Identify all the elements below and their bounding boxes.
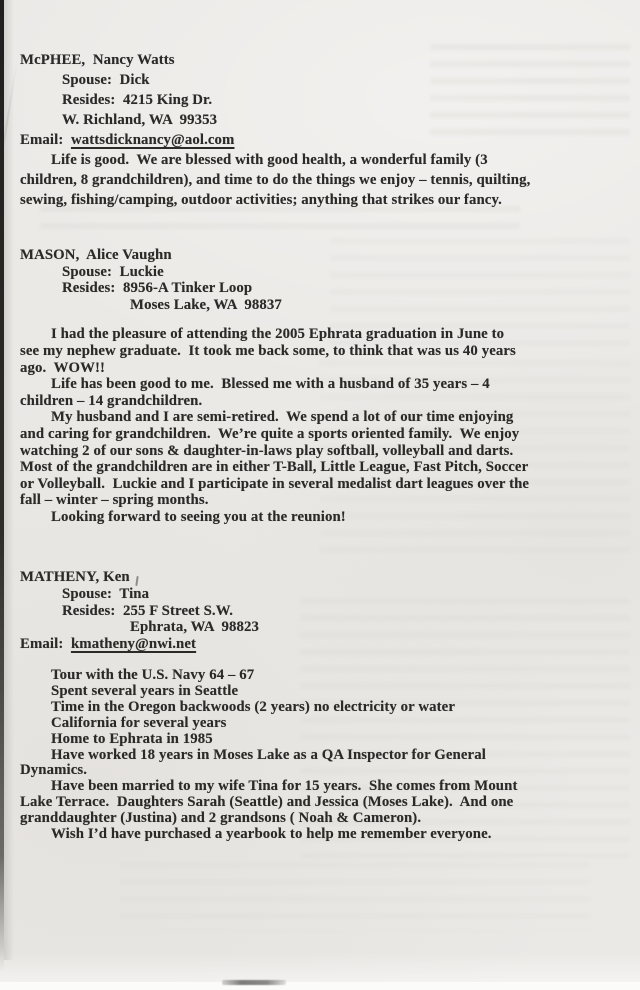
text-line: Have been married to my wife Tina for 15 years. She comes from Mount xyxy=(51,778,518,795)
email-label: Email: xyxy=(20,636,71,653)
text-line: or Volleyball. Luckie and I participate in several medalist dart leagues over the xyxy=(20,475,530,492)
text-line: sewing, fishing/camping, outdoor activities; anything that strikes our fancy. xyxy=(20,192,502,208)
text-line: Have worked 18 years in Moses Lake as a QA Inspector for General xyxy=(51,746,486,763)
text-line: Most of the grandchildren are in either T-Ball, Little League, Fast Pitch, Soccer xyxy=(20,459,529,476)
text-line: California for several years xyxy=(51,714,227,731)
spouse-line: Spouse: Tina xyxy=(62,585,150,602)
email-address: wattsdicknancy@aol.com xyxy=(70,132,235,148)
entry-bio-text xyxy=(20,326,632,525)
text-line: ago. WOW!! xyxy=(20,359,106,376)
entry-name: MASON, Alice Vaughn xyxy=(20,247,172,263)
text-line: Wish I’d have purchased a yearbook to help me remember everyone. xyxy=(51,826,492,843)
email-line xyxy=(20,636,632,653)
scan-bottom-strip xyxy=(0,982,640,990)
entry-mason xyxy=(20,247,632,526)
spouse-line: Spouse: Luckie xyxy=(62,263,164,280)
text-line: Tour with the U.S. Navy 64 – 67 xyxy=(51,666,255,683)
email-address: kmatheny@nwi.net xyxy=(70,636,197,653)
entry-bio-text xyxy=(20,668,632,843)
email-line xyxy=(20,130,632,150)
text-line: and caring for grandchildren. We’re quite a sports oriented family. We enjoy xyxy=(20,425,520,442)
address-line: Moses Lake, WA 98837 xyxy=(130,296,282,313)
text-line: watching 2 of our sons & daughter-in-laws play softball, volleyball and darts. xyxy=(20,442,514,459)
text-line: Life has been good to me. Blessed me with a husband of 35 years – 4 xyxy=(51,376,490,393)
text-line: children, 8 grandchildren), and time to do the things we enjoy – tennis, quilting, xyxy=(20,172,531,188)
resides-line: Resides: 8956-A Tinker Loop xyxy=(62,280,253,297)
scan-bottom-fade xyxy=(0,952,640,982)
text-line: Spent several years in Seattle xyxy=(51,682,239,699)
text-line: see my nephew graduate. It took me back some, to think that was us 40 years xyxy=(20,342,516,359)
spouse-line: Spouse: Dick xyxy=(62,72,150,88)
text-line: My husband and I are semi-retired. We spend a lot of our time enjoying xyxy=(51,409,514,426)
address-line: Ephrata, WA 98823 xyxy=(130,619,259,636)
text-line: Home to Ephrata in 1985 xyxy=(51,730,213,747)
text-line: Time in the Oregon backwoods (2 years) no electricity or water xyxy=(51,698,456,715)
text-line: children – 14 grandchildren. xyxy=(20,392,203,409)
entry-mcphee xyxy=(20,50,632,210)
entry-bio-text xyxy=(20,150,632,210)
entry-header xyxy=(20,50,632,150)
text-line: Life is good. We are blessed with good health, a wonderful family (3 xyxy=(51,152,488,168)
bleedthrough-text-area xyxy=(120,862,590,932)
entry-matheny xyxy=(20,569,632,843)
resides-line: Resides: 255 F Street S.W. xyxy=(62,602,234,619)
text-line: Lake Terrace. Daughters Sarah (Seattle) and Jessica (Moses Lake). And one xyxy=(20,794,514,811)
scan-edge xyxy=(0,0,4,972)
entry-name: McPHEE, Nancy Watts xyxy=(20,52,175,68)
text-line: Dynamics. xyxy=(20,762,88,779)
bleedthrough-text-area xyxy=(40,206,520,234)
resides-line: Resides: 4215 King Dr. xyxy=(62,92,213,108)
scan-smudge xyxy=(222,980,286,985)
entry-header xyxy=(20,247,632,313)
text-line: I had the pleasure of attending the 2005 Ephrata graduation in June to xyxy=(51,326,505,343)
entry-header xyxy=(20,569,632,653)
text-line: granddaughter (Justina) and 2 grandsons ( Noah & Cameron). xyxy=(20,810,422,827)
entry-name: MATHENY, Ken xyxy=(20,569,130,585)
text-line: fall – winter – spring months. xyxy=(20,492,209,509)
address-line: W. Richland, WA 99353 xyxy=(62,112,218,128)
scan-edge-shadow xyxy=(4,0,14,960)
email-label: Email: xyxy=(20,132,71,148)
text-line: Looking forward to seeing you at the reunion! xyxy=(51,508,346,525)
